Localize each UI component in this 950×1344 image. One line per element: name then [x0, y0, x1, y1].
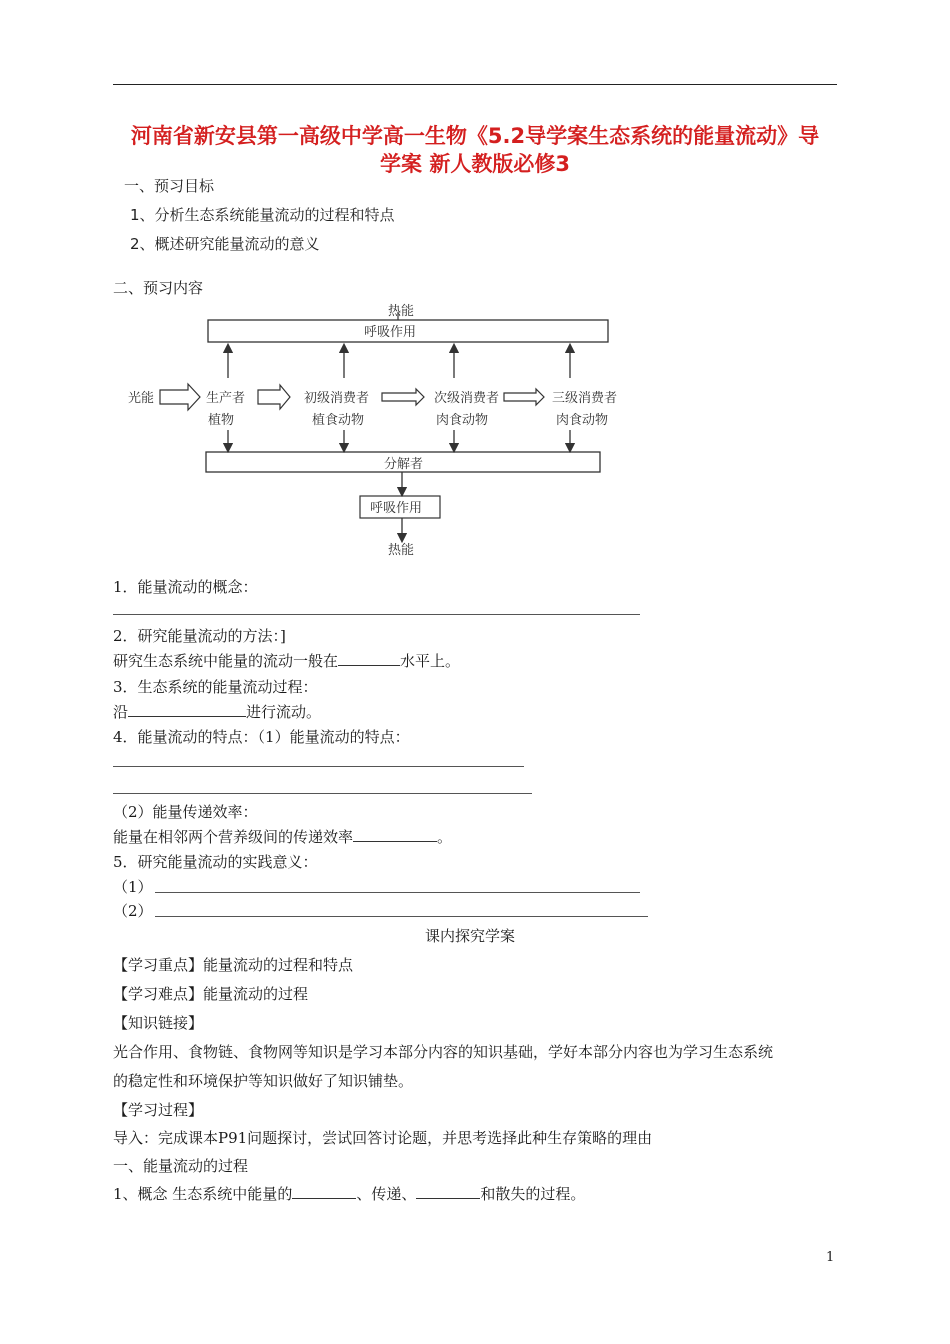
- question-4-2-fill: [113, 826, 452, 847]
- question-3-text-a: 沿: [113, 703, 129, 721]
- concept-blank-1[interactable]: [292, 1184, 356, 1199]
- secondary-label: 次级消费者: [434, 391, 500, 406]
- knowledge-link-heading: 【知识链接】: [113, 1014, 204, 1032]
- difficulty: 【学习难点】能量流动的过程: [113, 985, 309, 1003]
- concept-text-c: 和散失的过程。: [480, 1185, 586, 1203]
- energy-flow-diagram: [120, 298, 660, 560]
- answer-line-5-2[interactable]: [155, 916, 648, 917]
- question-2-text-a: 研究生态系统中能量的流动一般在: [113, 652, 339, 670]
- preview-heading: 二、预习内容: [113, 279, 204, 297]
- tertiary-sub-label: 肉食动物: [556, 413, 609, 428]
- learning-process-heading: 【学习过程】: [113, 1101, 204, 1119]
- primary-sub-label: 植食动物: [312, 413, 365, 428]
- introduction-text: 导入：完成课本P91问题探讨，尝试回答讨论题，并思考选择此种生存策略的理由: [113, 1129, 653, 1147]
- concept-fill: [113, 1183, 585, 1204]
- producer-sub-label: 植物: [208, 413, 235, 428]
- answer-line-4a[interactable]: [113, 766, 524, 767]
- question-4-2-blank[interactable]: [353, 827, 437, 842]
- question-3-blank[interactable]: [128, 702, 246, 717]
- tertiary-label: 三级消费者: [552, 391, 618, 406]
- question-3: 3．生态系统的能量流动过程：: [113, 678, 318, 696]
- document-title-line2: 学案 新人教版必修3: [380, 152, 570, 176]
- decomposer-label: 分解者: [384, 457, 424, 472]
- question-4: 4．能量流动的特点：（1）能量流动的特点：: [113, 728, 410, 746]
- light-arrow: [160, 384, 200, 410]
- question-3-text-b: 进行流动。: [246, 703, 322, 721]
- respiration-bar-label: 呼吸作用: [364, 325, 417, 340]
- question-2: 2．研究能量流动的方法：]: [113, 627, 286, 645]
- key-point: 【学习重点】能量流动的过程和特点: [113, 956, 354, 974]
- primary-arrow: [382, 389, 424, 405]
- primary-label: 初级消费者: [304, 391, 370, 406]
- producer-label: 生产者: [206, 391, 246, 406]
- knowledge-link-text-2: 的稳定性和环境保护等知识做好了知识铺垫。: [113, 1072, 414, 1090]
- objective-item-2: 2、概述研究能量流动的意义: [130, 235, 320, 253]
- answer-line-4b[interactable]: [113, 793, 532, 794]
- question-2-blank[interactable]: [338, 651, 400, 666]
- answer-line-5-1[interactable]: [155, 892, 640, 893]
- question-4-2: （2）能量传递效率：: [113, 803, 258, 821]
- question-2-fill: [113, 650, 460, 671]
- knowledge-link-text-1: 光合作用、食物链、食物网等知识是学习本部分内容的知识基础，学好本部分内容也为学习生态系统: [113, 1043, 774, 1061]
- concept-text-a: 1、概念 生态系统中能量的: [113, 1185, 293, 1203]
- section-1-heading: 一、能量流动的过程: [113, 1157, 249, 1175]
- question-4-2-text-a: 能量在相邻两个营养级间的传递效率: [113, 828, 354, 846]
- heat-label-bottom: 热能: [388, 543, 415, 558]
- inclass-heading: 课内探究学案: [425, 927, 516, 945]
- objectives-heading: 一、预习目标: [124, 177, 215, 195]
- heat-label-top: 热能: [388, 304, 415, 319]
- light-label: 光能: [128, 391, 155, 406]
- question-5-2: （2）: [113, 902, 153, 920]
- secondary-arrow: [504, 389, 544, 405]
- objective-item-1: 1、分析生态系统能量流动的过程和特点: [130, 206, 395, 224]
- question-3-fill: [113, 701, 321, 722]
- concept-text-b: 、传递、: [356, 1185, 417, 1203]
- document-title-line1: 河南省新安县第一高级中学高一生物《5.2导学案生态系统的能量流动》导: [130, 124, 820, 148]
- question-1: 1．能量流动的概念：: [113, 578, 258, 596]
- respiration-box-label: 呼吸作用: [370, 501, 423, 516]
- question-2-text-b: 水平上。: [400, 652, 461, 670]
- page-number: 1: [826, 1250, 835, 1265]
- question-5: 5．研究能量流动的实践意义：: [113, 853, 318, 871]
- question-5-1: （1）: [113, 878, 153, 896]
- header-rule: [113, 84, 837, 85]
- question-4-2-text-b: 。: [437, 828, 453, 846]
- answer-line-1[interactable]: [113, 614, 640, 615]
- concept-blank-2[interactable]: [416, 1184, 480, 1199]
- secondary-sub-label: 肉食动物: [436, 413, 489, 428]
- producer-arrow: [258, 385, 290, 409]
